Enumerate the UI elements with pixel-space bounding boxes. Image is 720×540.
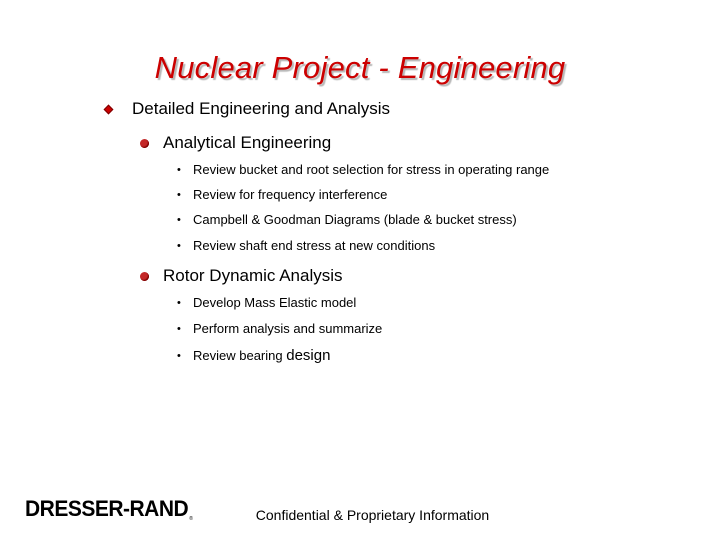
slide-title: Nuclear Project - Engineering — [154, 50, 566, 85]
list-item: • Develop Mass Elastic model — [177, 295, 357, 310]
list-item: • Review bucket and root selection for stress in operating range — [177, 162, 550, 177]
bullet-dot-icon: • — [177, 163, 181, 176]
list-item: • Perform analysis and summarize — [177, 321, 383, 336]
bullet-dot-icon: • — [177, 239, 181, 252]
bullet-dot-icon: • — [177, 349, 181, 362]
bullet-dot-icon: • — [177, 322, 181, 335]
round-bullet-icon — [140, 139, 149, 148]
list-item: • Review shaft end stress at new conditions — [177, 238, 436, 253]
list-item: • Review for frequency interference — [177, 187, 388, 202]
section-heading: Rotor Dynamic Analysis — [163, 266, 343, 285]
list-item: • Campbell & Goodman Diagrams (blade & bucket stress) — [177, 212, 517, 227]
bullet-dot-icon: • — [177, 213, 181, 226]
level1-item — [105, 99, 390, 119]
section-rotor-dynamic-analysis — [140, 266, 343, 286]
section-analytical-engineering — [140, 133, 331, 153]
list-item: • Review bearing design — [177, 347, 331, 364]
diamond-bullet-icon — [104, 104, 114, 114]
bullet-dot-icon: • — [177, 188, 181, 201]
dresser-rand-logo: DRESSER-RAND® — [25, 497, 193, 523]
section-heading: Analytical Engineering — [163, 133, 332, 152]
confidential-footer: Confidential & Proprietary Information — [255, 507, 490, 523]
level1-label: Detailed Engineering and Analysis — [132, 99, 391, 118]
round-bullet-icon — [140, 272, 149, 281]
bullet-dot-icon: • — [177, 296, 181, 309]
